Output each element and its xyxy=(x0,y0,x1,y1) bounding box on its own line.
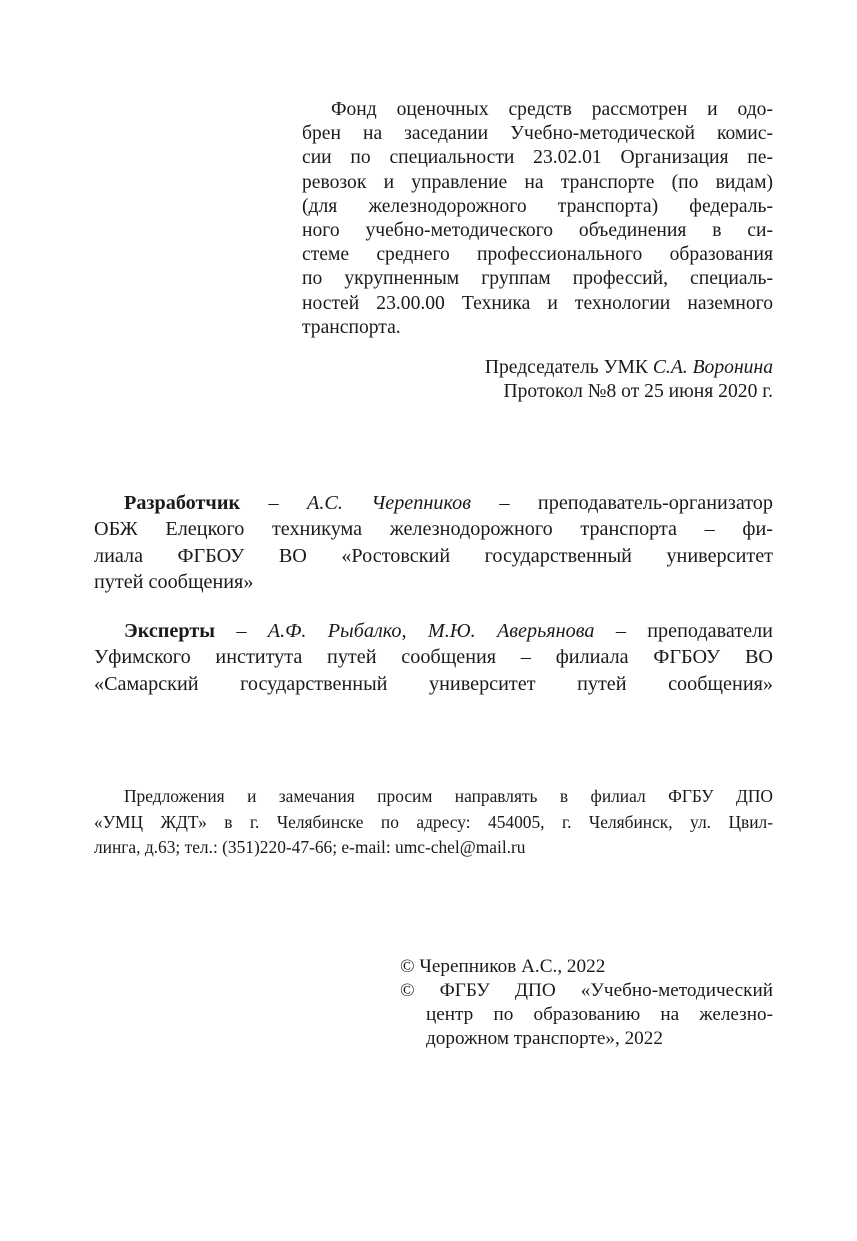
chair-name: С.А. Воронина xyxy=(652,357,773,378)
copyright-line: © Черепников А.С., 2022 xyxy=(400,956,606,977)
developer-role: – преподаватель-организатор xyxy=(470,492,773,514)
experts-names: А.Ф. Рыбалко, М.Ю. Аверьянова xyxy=(267,620,595,642)
copyright-line: © ФГБУ ДПО «Учебно-методический xyxy=(400,979,773,1001)
approval-line: по укрупненным группам профессий, специаль- xyxy=(302,268,773,290)
suggestions-line: линга, д.63; тел.: (351)220-47-66; e-mail: umc-chel@mail.ru xyxy=(94,837,526,858)
developer-label: Разработчик xyxy=(124,492,241,514)
experts-line xyxy=(94,618,773,644)
developer-dash: – xyxy=(240,492,308,514)
chair-label: Председатель УМК xyxy=(484,357,648,378)
copyright-line: центр по образованию на железно- xyxy=(426,1003,773,1025)
approval-line: Фонд оценочных средств рассмотрен и одо- xyxy=(331,99,773,120)
experts-label: Эксперты xyxy=(124,620,216,642)
approval-paragraph xyxy=(302,98,773,340)
developer-name: А.С. Черепников xyxy=(307,492,471,514)
developer-line: лиала ФГБОУ ВО «Ростовский государственный университет xyxy=(94,544,773,567)
developer-line xyxy=(94,490,773,516)
committee-signoff xyxy=(313,356,773,404)
copyright-block xyxy=(400,955,773,1051)
approval-line: брен на заседании Учебно-методической комис- xyxy=(302,123,773,145)
approval-line: ного учебно-методического объединения в си- xyxy=(302,220,773,242)
developer-line: путей сообщения» xyxy=(94,570,254,593)
suggestions-line: «УМЦ ЖДТ» в г. Челябинске по адресу: 454005, г. Челябинск, ул. Цвил- xyxy=(94,811,773,832)
approval-line: сии по специальности 23.02.01 Организация пе- xyxy=(302,147,773,169)
approval-line: ностей 23.00.00 Техника и технологии наземного xyxy=(302,292,773,314)
experts-line: Уфимского института путей сообщения – филиала ФГБОУ ВО xyxy=(94,646,773,669)
experts-dash: – xyxy=(215,620,268,642)
approval-line: (для железнодорожного транспорта) федераль- xyxy=(302,195,773,217)
copyright-line: дорожном транспорте», 2022 xyxy=(426,1027,663,1049)
suggestions-line: Предложения и замечания просим направлять в филиал ФГБУ ДПО xyxy=(124,786,773,806)
experts-paragraph xyxy=(94,618,773,697)
committee-chair xyxy=(313,356,773,380)
protocol-line: Протокол №8 от 25 июня 2020 г. xyxy=(503,381,773,403)
approval-line: стеме среднего профессионального образования xyxy=(302,244,773,266)
approval-line: транспорта. xyxy=(302,316,401,338)
experts-role: – преподаватели xyxy=(594,620,773,642)
experts-line: «Самарский государственный университет путей сообщения» xyxy=(94,672,773,695)
approval-line: ревозок и управление на транспорте (по видам) xyxy=(302,171,773,193)
developer-line: ОБЖ Елецкого техникума железнодорожного транспорта – фи- xyxy=(94,518,773,541)
developer-paragraph xyxy=(94,490,773,595)
suggestions-paragraph xyxy=(94,784,773,861)
